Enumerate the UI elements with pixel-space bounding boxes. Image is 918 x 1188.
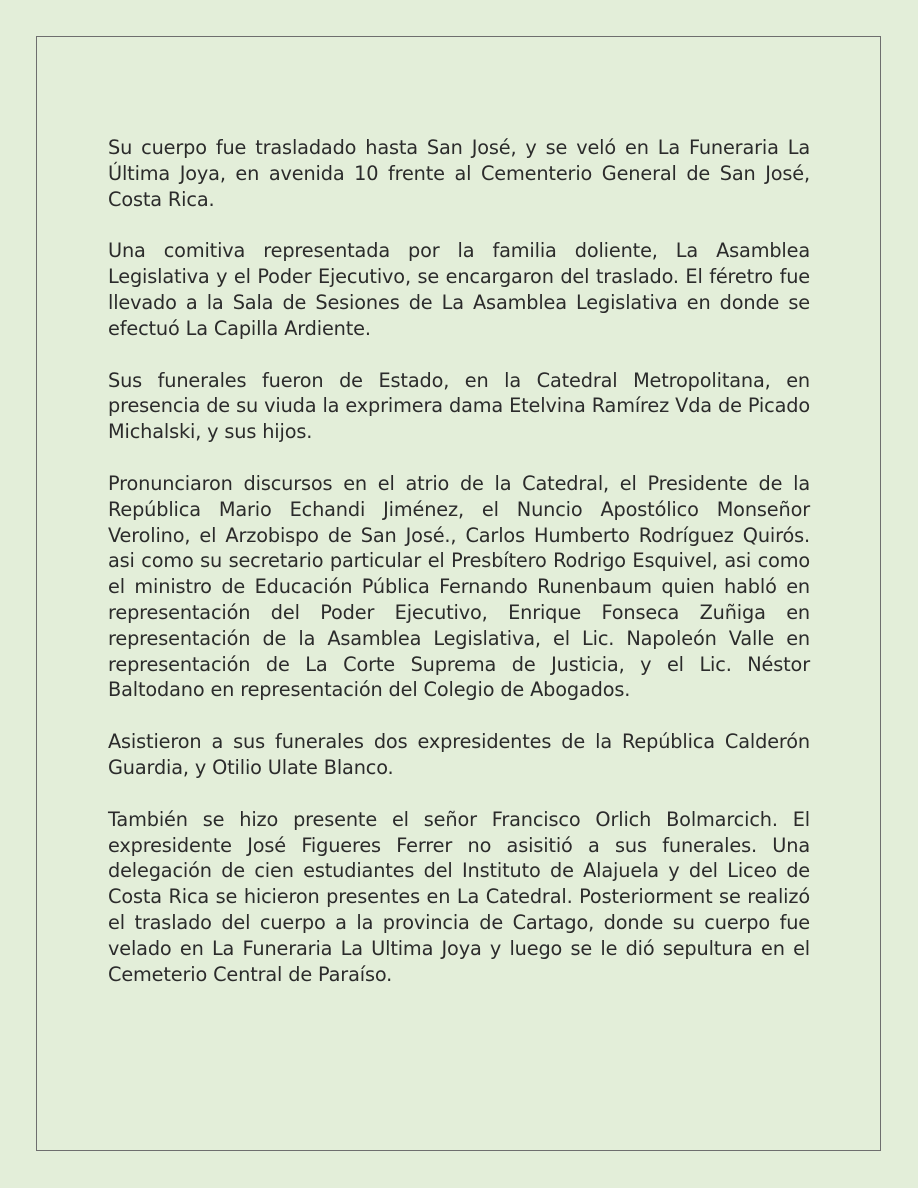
paragraph-burial: También se hizo presente el señor Francisco Orlich Bolmarcich. El expresidente José Figueres Ferrer no asisitió a sus funerales. Una delegación de cien estudiantes del Instituto de Alajuela y del Liceo de Costa Rica se hicieron presentes en La Catedral. Posteriorment se realizó el traslado del cuerpo a la provincia de Cartago, donde su cuerpo fue velado en La Funeraria La Ultima Joya y luego se le dió sepultura en el Cemeterio Central de Paraíso. — [108, 807, 810, 986]
paragraph-committee: Una comitiva representada por la familia doliente, La Asamblea Legislativa y el Poder Ejecutivo, se encargaron del traslado. El féretro fue llevado a la Sala de Sesiones de La Asamblea Legislativa en donde se efectuó La Capilla Ardiente. — [108, 239, 810, 340]
paragraph-state-funeral: Sus funerales fueron de Estado, en la Catedral Metropolitana, en presencia de su viuda la exprimera dama Etelvina Ramírez Vda de Picado Michalski, y sus hijos. — [108, 368, 810, 444]
paragraph-ex-presidents: Asistieron a sus funerales dos expresidentes de la República Calderón Guardia, y Otilio Ulate Blanco. — [108, 730, 810, 779]
document-body — [108, 135, 810, 1013]
paragraph-speeches: Pronunciaron discursos en el atrio de la Catedral, el Presidente de la República Mario Echandi Jiménez, el Nuncio Apostólico Monseñor Verolino, el Arzobispo de San José., Carlos Humberto Rodríguez Quirós. asi como su secretario particular el Presbítero Rodrigo Esquivel, asi como el ministro de Educación Pública Fernando Runenbaum quien habló en representación del Poder Ejecutivo, Enrique Fonseca Zuñiga en representación de la Asamblea Legislativa, el Lic. Napoleón Valle en representación de La Corte Suprema de Justicia, y el Lic. Néstor Baltodano en representación del Colegio de Abogados. — [108, 471, 810, 702]
paragraph-transfer: Su cuerpo fue trasladado hasta San José, y se veló en La Funeraria La Última Joya, en avenida 10 frente al Cementerio General de San José, Costa Rica. — [108, 136, 810, 211]
